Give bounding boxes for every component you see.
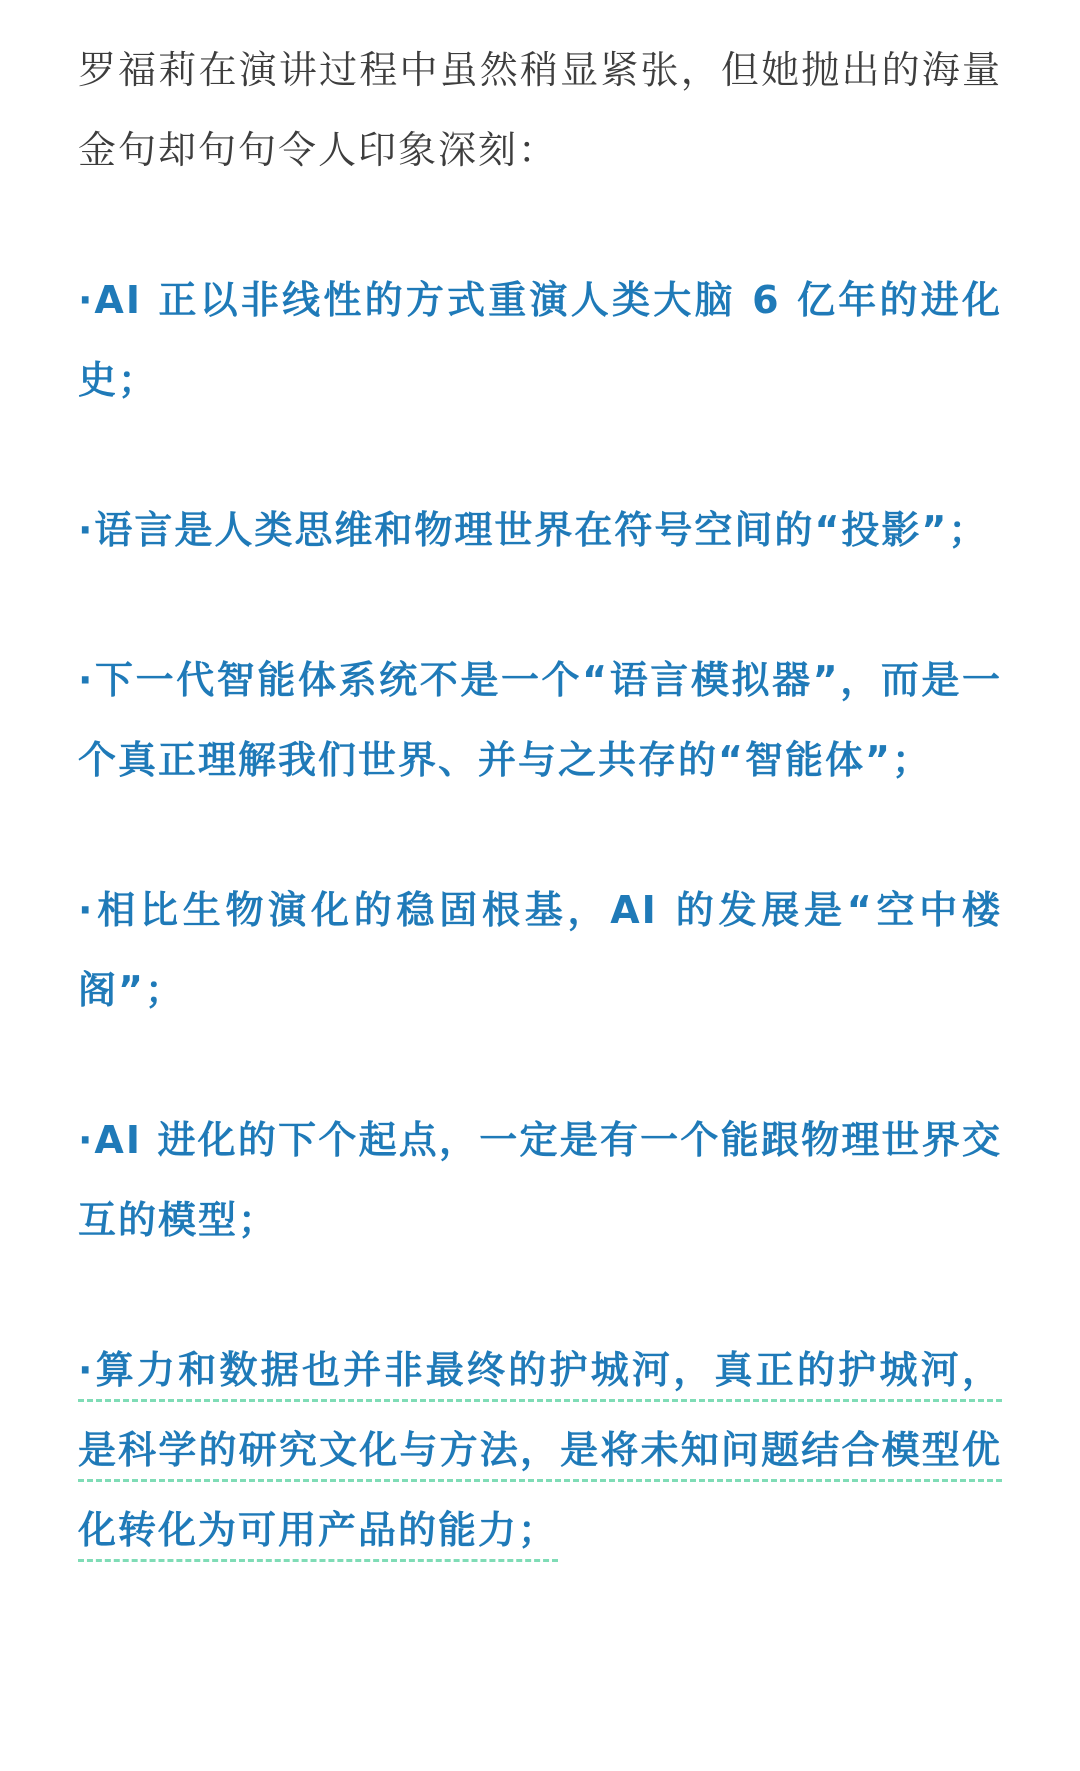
quote-item: ·AI 进化的下个起点，一定是有一个能跟物理世界交互的模型； bbox=[78, 1118, 1002, 1242]
quote-item: ·语言是人类思维和物理世界在符号空间的“投影”； bbox=[78, 508, 989, 552]
quote-item: ·相比生物演化的稳固根基，AI 的发展是“空中楼阁”； bbox=[78, 888, 1002, 1012]
article-body bbox=[78, 30, 1002, 1570]
quote-item: ·下一代智能体系统不是一个“语言模拟器”，而是一个真正理解我们世界、并与之共存的“智能体”； bbox=[78, 658, 1002, 782]
intro-paragraph: 罗福莉在演讲过程中虽然稍显紧张，但她抛出的海量金句却句句令人印象深刻： bbox=[78, 48, 1002, 172]
quote-item: ·AI 正以非线性的方式重演人类大脑 6 亿年的进化史； bbox=[78, 278, 1002, 402]
quote-list bbox=[78, 260, 1002, 1570]
quote-item-highlighted: ·算力和数据也并非最终的护城河，真正的护城河，是科学的研究文化与方法，是将未知问题结合模型优化转化为可用产品的能力； bbox=[78, 1348, 1002, 1552]
